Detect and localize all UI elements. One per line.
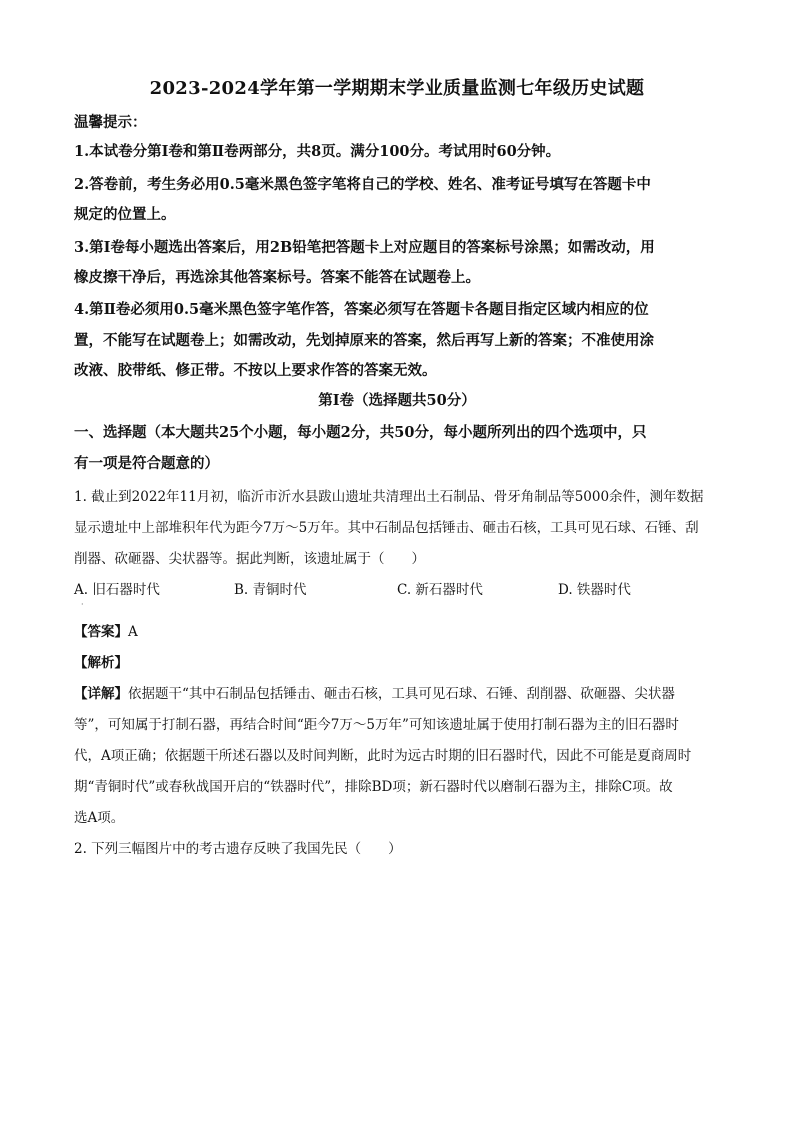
answer-label: 【答案】 (74, 624, 128, 640)
answer-line (74, 620, 138, 640)
notice-line-5: 橡皮擦干净后，再选涂其他答案标号。答案不能答在试题卷上。 (74, 269, 480, 286)
answer-value: A (128, 624, 138, 640)
part-heading-line-2: 有一项是符合题意的） (74, 455, 219, 472)
detail-line-5: 选A项。 (74, 810, 125, 826)
detail-line-4: 期“青铜时代”或春秋战国开启的“铁器时代”，排除BD项；新石器时代以磨制石器为主，排除C项。故 (74, 779, 673, 795)
detail-line-2: 等”，可知属于打制石器，再结合时间“距今7万～5万年”可知该遗址属于使用打制石器为主的旧石器时 (74, 717, 679, 733)
notice-line-6: 4.第Ⅱ卷必须用0.5毫米黑色签字笔作答，答案必须写在答题卡各题目指定区域内相应的位 (74, 301, 649, 318)
notice-line-8: 改液、胶带纸、修正带。不按以上要求作答的答案无效。 (74, 362, 437, 379)
option-b: B. 青铜时代 (234, 582, 307, 598)
question1-stem-line-3: 削器、砍砸器、尖状器等。据此判断，该遗址属于（ ） (74, 551, 425, 567)
detail-label: 【详解】 (74, 686, 128, 702)
detail-line-1 (74, 682, 675, 702)
notice-line-2: 2.答卷前，考生务必用0.5毫米黑色签字笔将自己的学校、姓名、准考证号填写在答题卡中 (74, 176, 651, 193)
notice-heading: 温馨提示： (74, 114, 147, 131)
notice-line-7: 置，不能写在试题卷上；如需改动，先划掉原来的答案，然后再写上新的答案；不准使用涂 (74, 332, 654, 349)
option-d: D. 铁器时代 (558, 582, 631, 598)
analysis-label-line (74, 651, 128, 671)
notice-line-1: 1.本试卷分第Ⅰ卷和第Ⅱ卷两部分，共8页。满分100分。考试用时60分钟。 (74, 143, 561, 160)
stray-dot: · (81, 600, 84, 609)
question1-stem-line-1: 1. 截止到2022年11月初，临沂市沂水县跋山遗址共清理出土石制品、骨牙角制品等5000余件，测年数据 (74, 489, 704, 505)
question2-stem: 2. 下列三幅图片中的考古遗存反映了我国先民（ ） (74, 841, 402, 857)
option-c: C. 新石器时代 (397, 582, 483, 598)
question1-stem-line-2: 显示遗址中上部堆积年代为距今7万～5万年。其中石制品包括锤击、砸击石核，工具可见石球、石锤、刮 (74, 520, 699, 536)
section-title: 第Ⅰ卷（选择题共50分） (318, 392, 476, 409)
option-a: A. 旧石器时代 (74, 582, 160, 598)
notice-line-3: 规定的位置上。 (74, 206, 176, 223)
part-heading-line-1: 一、选择题（本大题共25个小题，每小题2分，共50分，每小题所列出的四个选项中，只 (74, 424, 647, 441)
detail-text-1: 依据题干“其中石制品包括锤击、砸击石核，工具可见石球、石锤、刮削器、砍砸器、尖状器 (128, 686, 675, 702)
page-title: 2023-2024学年第一学期期末学业质量监测七年级历史试题 (149, 78, 645, 99)
detail-line-3: 代，A项正确；依据题干所述石器以及时间判断，此时为远古时期的旧石器时代，因此不可能是夏商周时 (74, 748, 692, 764)
notice-line-4: 3.第Ⅰ卷每小题选出答案后，用2B铅笔把答题卡上对应题目的答案标号涂黑；如需改动，用 (74, 239, 655, 256)
analysis-label: 【解析】 (74, 655, 128, 671)
